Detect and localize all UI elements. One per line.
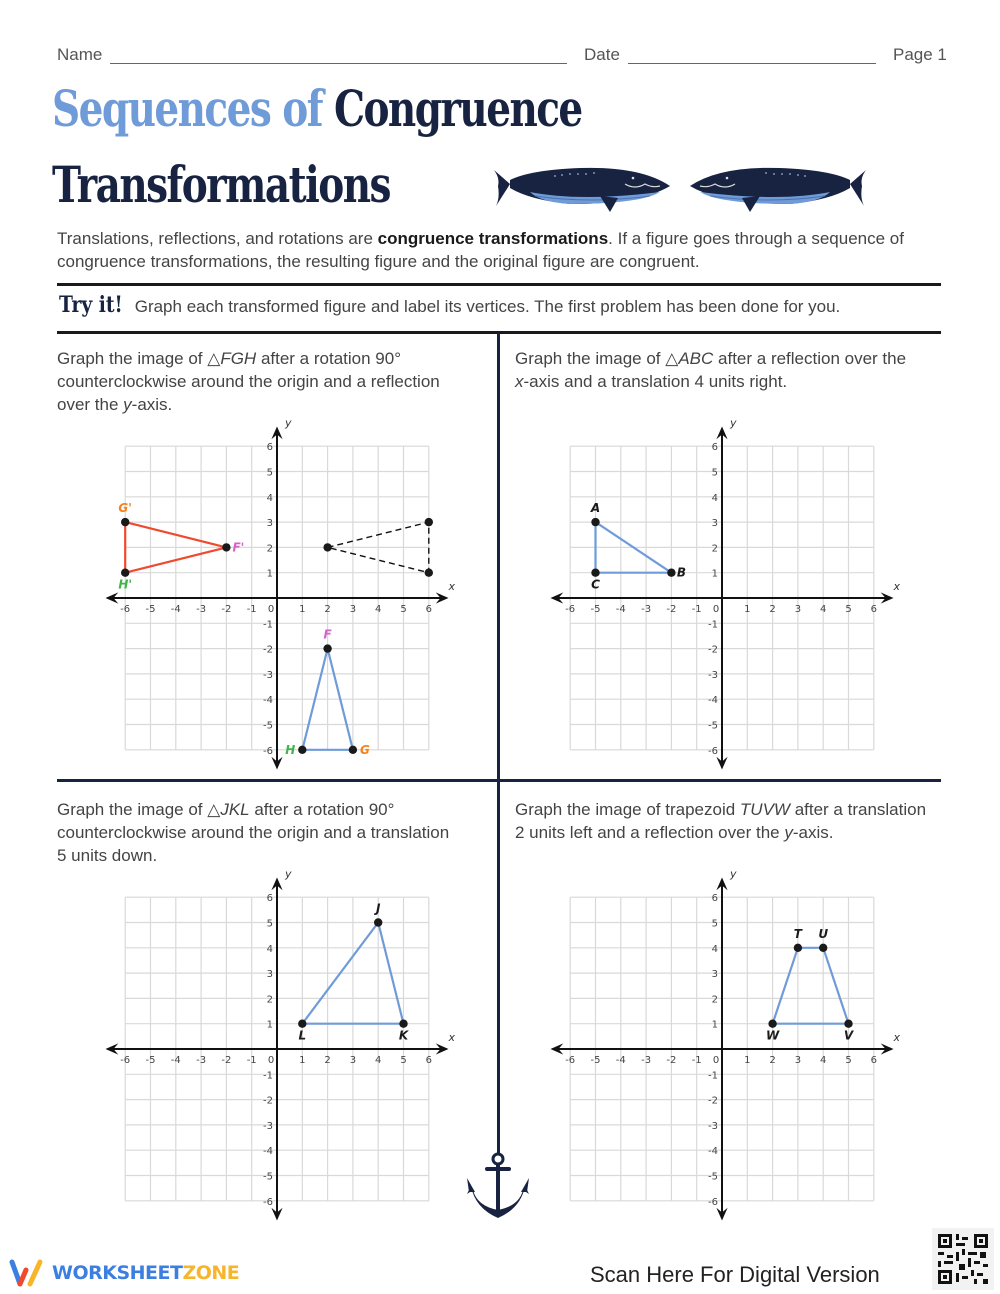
- svg-text:-2: -2: [263, 644, 273, 656]
- svg-text:-2: -2: [708, 1095, 718, 1107]
- svg-text:y: y: [285, 867, 292, 881]
- svg-text:6: 6: [425, 1055, 432, 1066]
- intro-paragraph: Translations, reflections, and rotations are congruence transformations. If a figure goes through a sequence of congruence transformations, the resulting figure and the original figure are congruent.: [57, 229, 904, 271]
- svg-text:5: 5: [845, 604, 852, 615]
- svg-text:6: 6: [870, 1055, 877, 1066]
- svg-text:4: 4: [266, 492, 273, 504]
- svg-text:3: 3: [794, 1055, 802, 1066]
- vertex-label: C: [591, 577, 600, 592]
- vertex-label: J: [375, 901, 381, 916]
- svg-text:-3: -3: [263, 1120, 273, 1132]
- svg-text:-6: -6: [263, 745, 273, 757]
- svg-text:-3: -3: [708, 669, 718, 681]
- figure-f-g-h-image-: [118, 501, 244, 592]
- svg-text:4: 4: [820, 1055, 827, 1066]
- svg-text:-6: -6: [565, 1055, 576, 1066]
- title-part3: Transformations: [52, 155, 390, 214]
- svg-text:-4: -4: [170, 1055, 181, 1066]
- svg-text:6: 6: [266, 442, 273, 454]
- svg-text:1: 1: [299, 604, 306, 615]
- svg-text:-4: -4: [263, 1146, 273, 1158]
- svg-text:1: 1: [744, 1055, 751, 1066]
- svg-text:6: 6: [711, 893, 718, 905]
- svg-text:-5: -5: [590, 604, 601, 615]
- svg-text:x: x: [893, 580, 901, 593]
- svg-text:0: 0: [712, 1055, 720, 1066]
- svg-text:-4: -4: [708, 695, 718, 707]
- vertex-point: [121, 518, 129, 526]
- vertex-label: A: [590, 501, 601, 516]
- svg-text:4: 4: [711, 492, 718, 504]
- try-it-instructions: Try it! Graph each transformed figure and label its vertices. The first problem has been done for you.: [59, 292, 841, 318]
- svg-text:5: 5: [266, 918, 273, 930]
- svg-text:1: 1: [299, 1055, 306, 1066]
- svg-text:3: 3: [711, 518, 718, 530]
- vertex-label: G': [118, 501, 132, 516]
- svg-text:5: 5: [400, 604, 407, 615]
- problem-3-prompt: Graph the image of △JKL after a rotation 90° counterclockwise around the origin and a translation 5 units down.: [57, 800, 450, 865]
- vertex-label: G: [359, 742, 370, 757]
- vertex-point: [323, 543, 331, 551]
- vertex-label: T: [793, 926, 802, 941]
- svg-text:x: x: [448, 580, 456, 593]
- svg-text:1: 1: [711, 1019, 718, 1031]
- vertex-label: U: [818, 926, 829, 941]
- svg-text:-4: -4: [615, 1055, 626, 1066]
- svg-text:-4: -4: [615, 604, 626, 615]
- svg-text:-4: -4: [170, 604, 181, 615]
- svg-text:6: 6: [870, 604, 877, 615]
- svg-text:-5: -5: [708, 1171, 718, 1183]
- title-part2: Congruence: [333, 79, 582, 138]
- svg-text:-1: -1: [708, 619, 718, 631]
- svg-text:y: y: [285, 416, 292, 430]
- svg-text:3: 3: [794, 604, 802, 615]
- svg-text:3: 3: [711, 969, 718, 981]
- svg-text:1: 1: [266, 1019, 273, 1031]
- title-part1: Sequences of: [52, 79, 322, 138]
- problem-1-prompt: Graph the image of △FGH after a rotation 90° counterclockwise around the origin and a reflection over the y-axis.: [57, 349, 440, 414]
- svg-text:-1: -1: [691, 1055, 702, 1066]
- svg-text:4: 4: [266, 943, 273, 955]
- svg-text:-3: -3: [641, 604, 652, 615]
- vertex-label: V: [843, 1028, 854, 1043]
- vertex-point: [222, 543, 230, 551]
- try-it-heading: Try it!: [59, 292, 123, 318]
- svg-text:-2: -2: [708, 644, 718, 656]
- svg-text:0: 0: [267, 1055, 275, 1066]
- vertex-label: H': [118, 577, 133, 592]
- svg-text:5: 5: [711, 467, 718, 479]
- key-term: congruence transformations: [377, 229, 609, 248]
- svg-text:0: 0: [712, 604, 720, 615]
- svg-text:x: x: [893, 1031, 901, 1044]
- svg-text:-5: -5: [708, 720, 718, 732]
- vertex-label: B: [676, 565, 686, 580]
- svg-text:-1: -1: [691, 604, 702, 615]
- svg-text:2: 2: [266, 994, 273, 1006]
- svg-text:2: 2: [266, 543, 273, 555]
- svg-text:-6: -6: [708, 1196, 718, 1208]
- qr-code-icon[interactable]: [932, 1228, 994, 1290]
- svg-text:x: x: [448, 1031, 456, 1044]
- svg-text:5: 5: [266, 467, 273, 479]
- svg-text:-1: -1: [263, 1070, 273, 1082]
- svg-text:-1: -1: [246, 604, 257, 615]
- svg-text:4: 4: [375, 1055, 382, 1066]
- svg-text:-6: -6: [708, 745, 718, 757]
- svg-text:6: 6: [266, 893, 273, 905]
- svg-text:5: 5: [400, 1055, 407, 1066]
- svg-text:4: 4: [820, 604, 827, 615]
- svg-text:-5: -5: [263, 1171, 273, 1183]
- svg-text:-2: -2: [666, 604, 677, 615]
- svg-text:5: 5: [845, 1055, 852, 1066]
- svg-text:-2: -2: [221, 604, 232, 615]
- svg-text:-5: -5: [263, 720, 273, 732]
- svg-text:y: y: [730, 867, 737, 881]
- svg-text:-2: -2: [263, 1095, 273, 1107]
- svg-text:-4: -4: [708, 1146, 718, 1158]
- svg-text:-2: -2: [666, 1055, 677, 1066]
- svg-text:3: 3: [266, 969, 273, 981]
- svg-text:-3: -3: [196, 1055, 207, 1066]
- vertex-point: [425, 518, 433, 526]
- problem-2-prompt: Graph the image of △ABC after a reflection over the x-axis and a translation 4 units right.: [515, 349, 907, 391]
- svg-text:3: 3: [349, 604, 357, 615]
- svg-text:-5: -5: [145, 604, 156, 615]
- svg-text:-3: -3: [641, 1055, 652, 1066]
- svg-text:-5: -5: [145, 1055, 156, 1066]
- svg-text:6: 6: [711, 442, 718, 454]
- svg-text:2: 2: [769, 1055, 776, 1066]
- date-label: Date: [584, 45, 620, 64]
- svg-text:4: 4: [375, 604, 382, 615]
- scan-prompt: Scan Here For Digital Version: [590, 1262, 880, 1287]
- svg-text:-5: -5: [590, 1055, 601, 1066]
- svg-text:1: 1: [711, 568, 718, 580]
- vertex-label: F': [232, 540, 245, 555]
- svg-text:-6: -6: [565, 604, 576, 615]
- svg-text:-6: -6: [120, 1055, 131, 1066]
- vertex-point: [121, 569, 129, 577]
- vertex-label: K: [398, 1028, 409, 1043]
- svg-text:1: 1: [266, 568, 273, 580]
- svg-text:2: 2: [324, 1055, 331, 1066]
- svg-text:-1: -1: [246, 1055, 257, 1066]
- svg-text:6: 6: [425, 604, 432, 615]
- vertex-point: [298, 746, 306, 754]
- svg-text:4: 4: [711, 943, 718, 955]
- svg-text:y: y: [730, 416, 737, 430]
- page-number: Page 1: [893, 45, 947, 64]
- svg-text:-2: -2: [221, 1055, 232, 1066]
- vertex-point: [349, 746, 357, 754]
- svg-text:2: 2: [711, 543, 718, 555]
- svg-text:3: 3: [266, 518, 273, 530]
- svg-text:-1: -1: [708, 1070, 718, 1082]
- problem-4-prompt: Graph the image of trapezoid TUVW after a translation 2 units left and a reflection over the y-axis.: [515, 800, 927, 842]
- svg-text:-3: -3: [196, 604, 207, 615]
- svg-text:-3: -3: [708, 1120, 718, 1132]
- svg-text:-6: -6: [263, 1196, 273, 1208]
- vertex-point: [323, 644, 331, 652]
- worksheetzone-logo-icon: [8, 1258, 48, 1288]
- vertex-point: [425, 569, 433, 577]
- svg-text:-6: -6: [120, 604, 131, 615]
- worksheetzone-brand: WORKSHEETZONE: [52, 1262, 240, 1284]
- vertex-label: W: [765, 1028, 780, 1043]
- vertex-label: F: [323, 627, 332, 642]
- name-label: Name: [57, 45, 103, 64]
- svg-text:1: 1: [744, 604, 751, 615]
- svg-text:-4: -4: [263, 695, 273, 707]
- svg-text:5: 5: [711, 918, 718, 930]
- svg-text:2: 2: [769, 604, 776, 615]
- svg-text:2: 2: [324, 604, 331, 615]
- svg-text:3: 3: [349, 1055, 357, 1066]
- vertex-label: H: [285, 742, 296, 757]
- vertex-label: L: [298, 1028, 307, 1043]
- svg-text:0: 0: [267, 604, 275, 615]
- svg-text:2: 2: [711, 994, 718, 1006]
- svg-text:-1: -1: [263, 619, 273, 631]
- svg-text:-3: -3: [263, 669, 273, 681]
